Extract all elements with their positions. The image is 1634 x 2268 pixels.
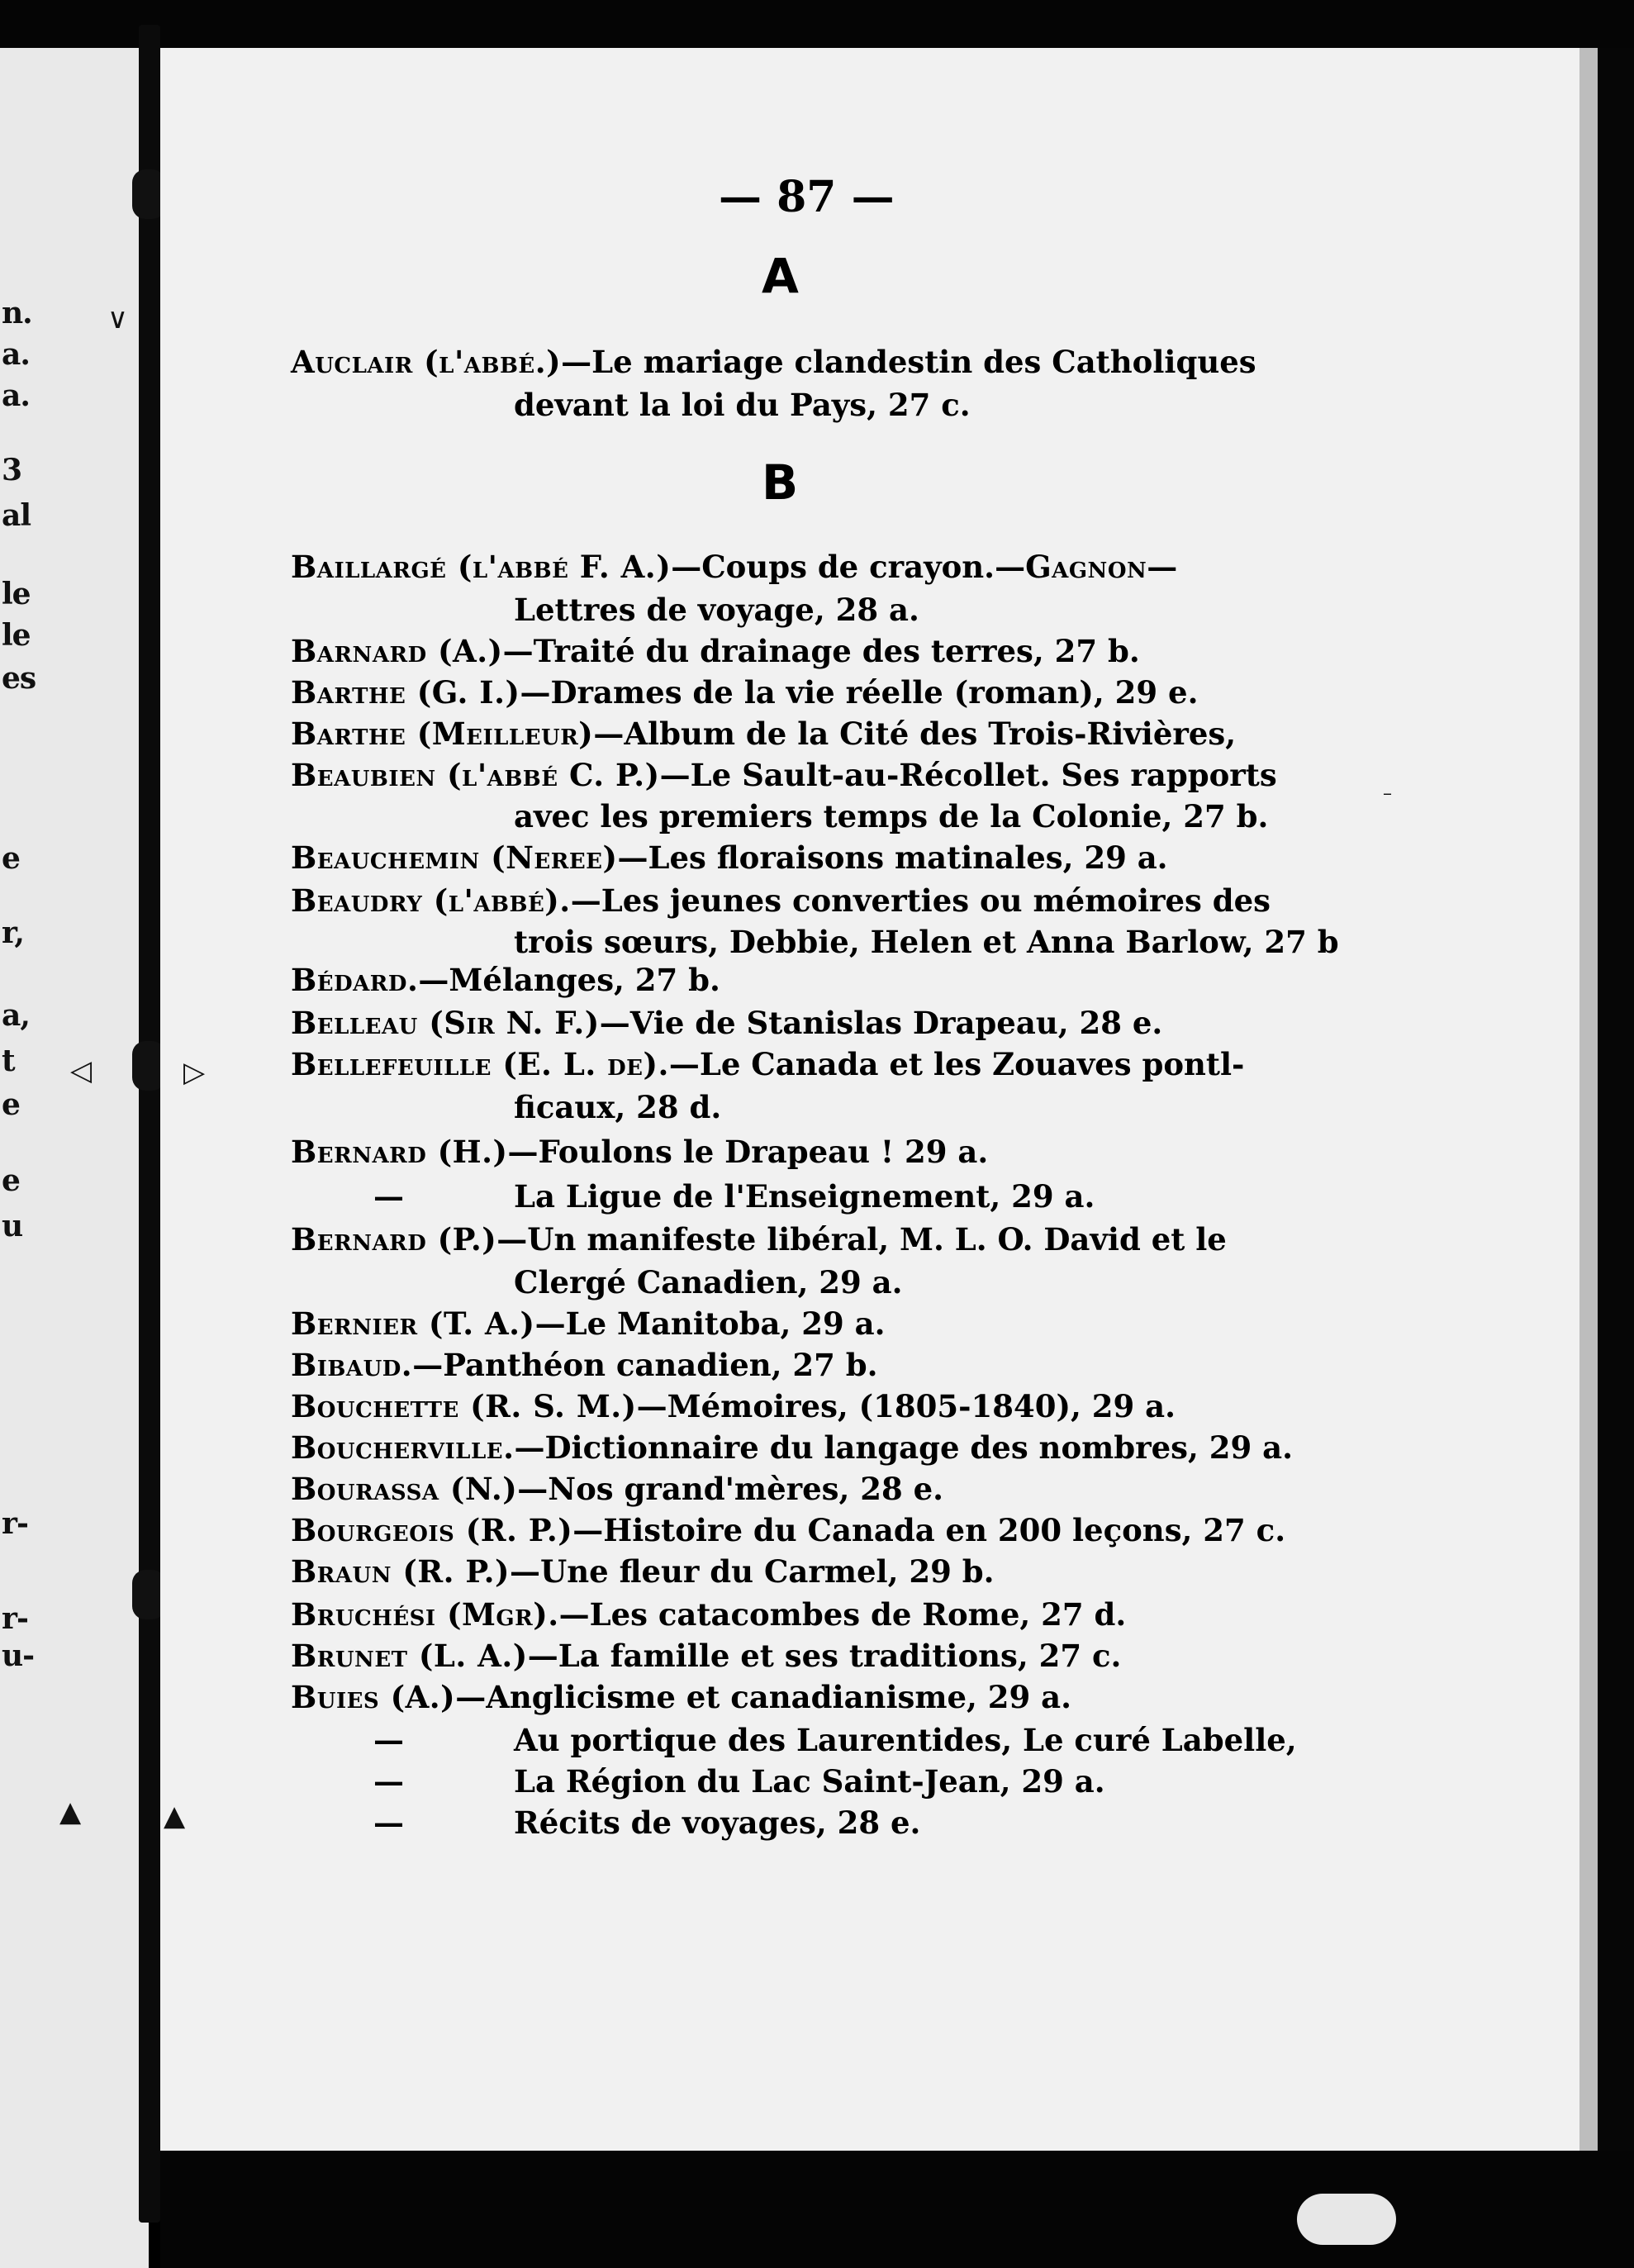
- index-entry-bernard-h: [291, 1130, 988, 1173]
- entry-author: Bruchési (Mgr).: [291, 1596, 559, 1633]
- index-entry-bibaud: [291, 1343, 878, 1386]
- index-entry-barnard: [291, 630, 1140, 673]
- entry-author: Belleau (Sir N. F.): [291, 1005, 600, 1041]
- page-edge-shadow: [1579, 48, 1598, 2151]
- section-heading-a: A: [762, 248, 799, 304]
- index-entry-bruchesi: [291, 1593, 1126, 1636]
- margin-fragment: t: [2, 1044, 15, 1078]
- entry-author: Bernier (T. A.): [291, 1305, 535, 1342]
- entry-title: —Le Sault-au-Récollet. Ses rapports: [659, 757, 1277, 793]
- entry-author: Braun (R. P.): [291, 1553, 510, 1590]
- entry-continuation: devant la loi du Pays, 27 c.: [514, 387, 971, 423]
- index-entry-beaubien: [291, 754, 1277, 796]
- entry-subentry: [291, 1719, 1297, 1762]
- margin-fragment: u: [2, 1209, 23, 1243]
- index-entry-belleau: [291, 1001, 1162, 1044]
- entry-title: —Le Canada et les Zouaves pontl-: [668, 1046, 1245, 1082]
- ditto-dash: —: [373, 1804, 404, 1841]
- margin-fragment: e: [2, 1087, 20, 1122]
- entry-author: Bouchette (R. S. M.): [291, 1388, 637, 1424]
- scan-mark: ◁: [70, 1054, 93, 1087]
- entry-title: —Vie de Stanislas Drapeau, 28 e.: [599, 1005, 1163, 1041]
- scan-mark: ▷: [183, 1056, 206, 1089]
- entry-title: —Un manifeste libéral, M. L. O. David et le: [496, 1221, 1227, 1258]
- margin-fragment: e: [2, 1163, 20, 1198]
- index-entry-bouchette: [291, 1385, 1176, 1428]
- margin-fragment: a.: [2, 337, 30, 372]
- scan-bottom-border: [160, 2151, 1634, 2268]
- entry-continuation: Clergé Canadien, 29 a.: [514, 1264, 903, 1300]
- entry-title: La Région du Lac Saint-Jean, 29 a.: [514, 1763, 1105, 1800]
- margin-fragment: le: [2, 577, 31, 611]
- entry-author: Auclair (l'abbé.): [291, 344, 562, 380]
- entry-continuation: ficaux, 28 d.: [514, 1089, 722, 1125]
- entry-author: Bourassa (N.): [291, 1471, 518, 1507]
- margin-fragment: n.: [2, 296, 32, 330]
- entry-author: Bourgeois (R. P.): [291, 1512, 573, 1548]
- entry-title: —Panthéon canadien, 27 b.: [412, 1347, 878, 1383]
- margin-fragment: le: [2, 618, 31, 653]
- entry-title: —Une fleur du Carmel, 29 b.: [509, 1553, 995, 1590]
- index-entry-bourgeois: [291, 1509, 1285, 1552]
- entry-title: —Histoire du Canada en 200 leçons, 27 c.: [572, 1512, 1286, 1548]
- index-entry-boucherville: [291, 1426, 1293, 1469]
- entry-title: —Nos grand'mères, 28 e.: [517, 1471, 944, 1507]
- index-entry-bernier: [291, 1302, 886, 1345]
- index-entry-bourassa: [291, 1467, 943, 1510]
- entry-title: —Anglicisme et canadianisme, 29 a.: [455, 1679, 1072, 1715]
- entry-title: —Dictionnaire du langage des nombres, 29 a.: [514, 1429, 1293, 1466]
- entry-subentry: [291, 1760, 1282, 1803]
- index-entry-beaudry: [291, 879, 1271, 922]
- ditto-dash: —: [373, 1763, 404, 1800]
- entry-title: —Mémoires, (1805-1840), 29 a.: [636, 1388, 1176, 1424]
- entry-title: —La famille et ses traditions, 27 c.: [527, 1638, 1122, 1674]
- entry-title: Au portique des Laurentides, Le curé Labelle,: [514, 1722, 1297, 1758]
- index-entry-beauchemin: [291, 836, 1168, 879]
- entry-title: —Le mariage clandestin des Catholiques: [561, 344, 1256, 380]
- scan-mark: ▲: [59, 1795, 82, 1828]
- entry-title: —Les catacombes de Rome, 27 d.: [558, 1596, 1127, 1633]
- entry-author: Barthe (Meilleur): [291, 716, 594, 752]
- ditto-dash: —: [373, 1178, 404, 1215]
- page-number: — 87 —: [719, 172, 895, 222]
- margin-fragment: r-: [2, 1601, 28, 1636]
- entry-title: —Album de la Cité des Trois-Rivières,: [593, 716, 1237, 752]
- scan-mark: ∨: [107, 302, 128, 335]
- entry-author: Barthe (G. I.): [291, 674, 520, 711]
- margin-fragment: r-: [2, 1506, 28, 1541]
- entry-title: —Les floraisons matinales, 29 a.: [617, 839, 1168, 876]
- entry-title: —Coups de crayon.—: [671, 549, 1026, 585]
- entry-author: Barnard (A.): [291, 633, 503, 669]
- entry-author: Bédard.: [291, 962, 419, 998]
- index-entry-baillarge: [291, 545, 1177, 588]
- index-entry-auclair: [291, 340, 1256, 383]
- entry-title: —Foulons le Drapeau ! 29 a.: [507, 1134, 989, 1170]
- entry-title: La Ligue de l'Enseignement, 29 a.: [514, 1178, 1095, 1215]
- index-entry-buies: [291, 1676, 1071, 1719]
- index-entry-barthe-g: [291, 671, 1198, 714]
- entry-title: —Drames de la vie réelle (roman), 29 e.: [520, 674, 1199, 711]
- index-entry-bernard-p: [291, 1218, 1227, 1261]
- entry-title: —Traité du drainage des terres, 27 b.: [502, 633, 1140, 669]
- entry-author: Beaubien (l'abbé C. P.): [291, 757, 660, 793]
- entry-author: Bellefeuille (E. L. de).: [291, 1046, 669, 1082]
- entry-continuation: trois sœurs, Debbie, Helen et Anna Barlow, 27 b: [514, 924, 1339, 960]
- margin-fragment: a,: [2, 998, 30, 1033]
- entry-author: Buies (A.): [291, 1679, 456, 1715]
- margin-fragment: r,: [2, 915, 24, 950]
- margin-fragment: e: [2, 841, 20, 876]
- entry-subentry: [291, 1175, 1282, 1218]
- section-heading-b: B: [762, 454, 799, 511]
- scan-top-border: [0, 0, 1634, 48]
- entry-author: Beaudry (l'abbé).: [291, 882, 571, 919]
- entry-author: Boucherville.: [291, 1429, 515, 1466]
- margin-fragment: 3: [2, 453, 22, 487]
- entry-subentry: [291, 1801, 1282, 1844]
- scan-right-border: [1598, 48, 1634, 2268]
- entry-author: Bibaud.: [291, 1347, 413, 1383]
- index-entry-barthe-m: [291, 712, 1236, 755]
- index-entry-braun: [291, 1550, 995, 1593]
- index-entry-bellefeuille: [291, 1043, 1244, 1086]
- facing-page-edge: [0, 48, 149, 2268]
- margin-fragment: al: [2, 498, 31, 533]
- scan-mark: –: [1383, 783, 1392, 804]
- entry-continuation: avec les premiers temps de la Colonie, 27 b.: [514, 798, 1269, 834]
- scan-artifact: [1297, 2194, 1396, 2245]
- scan-mark: ▲: [164, 1800, 186, 1833]
- index-entry-brunet: [291, 1634, 1121, 1677]
- entry-title: Récits de voyages, 28 e.: [514, 1804, 921, 1841]
- entry-title: —Le Manitoba, 29 a.: [534, 1305, 886, 1342]
- entry-author: Bernard (P.): [291, 1221, 497, 1258]
- entry-title: —Mélanges, 27 b.: [418, 962, 720, 998]
- entry-continuation: Lettres de voyage, 28 a.: [514, 592, 919, 628]
- index-entry-bedard: [291, 958, 720, 1001]
- entry-cross-author: Gagnon: [1025, 549, 1147, 585]
- entry-author: Beauchemin (Neree): [291, 839, 618, 876]
- entry-author: Baillargé (l'abbé F. A.): [291, 549, 672, 585]
- ditto-dash: —: [373, 1722, 404, 1758]
- margin-fragment: u-: [2, 1638, 35, 1673]
- entry-title: —Les jeunes converties ou mémoires des: [570, 882, 1271, 919]
- margin-fragment: es: [2, 661, 36, 696]
- entry-author: Bernard (H.): [291, 1134, 508, 1170]
- entry-dash: —: [1147, 549, 1178, 585]
- margin-fragment: a.: [2, 378, 30, 413]
- book-spine: [139, 25, 160, 2223]
- entry-author: Brunet (L. A.): [291, 1638, 528, 1674]
